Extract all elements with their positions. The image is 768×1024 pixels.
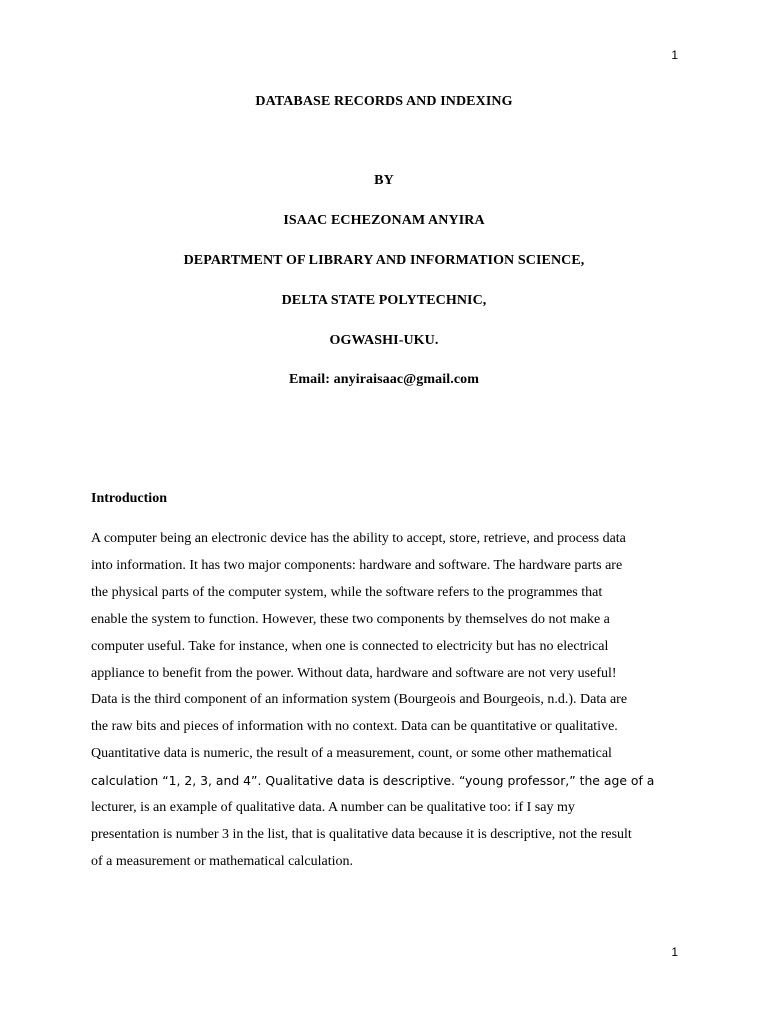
paragraph-line: appliance to benefit from the power. Without data, hardware and software are not very useful! bbox=[91, 665, 617, 681]
introduction-paragraph bbox=[91, 526, 681, 876]
paragraph-line: of a measurement or mathematical calculation. bbox=[91, 853, 353, 869]
author-email: Email: anyiraisaac@gmail.com bbox=[288, 372, 480, 387]
paragraph-line: presentation is number 3 in the list, that is qualitative data because it is descriptive, not the result bbox=[91, 826, 632, 842]
document-title: DATABASE RECORDS AND INDEXING bbox=[255, 94, 513, 109]
author-name: ISAAC ECHEZONAM ANYIRA bbox=[283, 213, 485, 228]
paragraph-line: the physical parts of the computer system, while the software refers to the programmes that bbox=[91, 584, 603, 600]
section-heading-introduction: Introduction bbox=[91, 491, 167, 506]
paragraph-line: the raw bits and pieces of information with no context. Data can be quantitative or qualitative. bbox=[91, 719, 618, 735]
author-department: DEPARTMENT OF LIBRARY AND INFORMATION SCIENCE, bbox=[183, 253, 585, 268]
paragraph-line: A computer being an electronic device has the ability to accept, store, retrieve, and process data bbox=[91, 531, 626, 546]
page-number-bottom: 1 bbox=[671, 945, 678, 959]
author-institution: DELTA STATE POLYTECHNIC, bbox=[281, 293, 487, 308]
paragraph-line: Quantitative data is numeric, the result of a measurement, count, or some other mathematical bbox=[91, 746, 612, 762]
paragraph-line: computer useful. Take for instance, when one is connected to electricity but has no electrical bbox=[91, 638, 609, 654]
paragraph-line: lecturer, is an example of qualitative data. A number can be qualitative too: if I say my bbox=[91, 800, 575, 816]
paragraph-line: Data is the third component of an information system (Bourgeois and Bourgeois, n.d.). Data are bbox=[91, 692, 628, 708]
paragraph-line: into information. It has two major components: hardware and software. The hardware parts are bbox=[91, 557, 623, 573]
paragraph-line: enable the system to function. However, these two components by themselves do not make a bbox=[91, 611, 610, 627]
paragraph-line: calculation “1, 2, 3, and 4”. Qualitative data is descriptive. “young professor,” the age of a bbox=[91, 773, 655, 789]
author-location: OGWASHI-UKU. bbox=[329, 333, 439, 348]
by-label: BY bbox=[374, 173, 394, 188]
page-number-top: 1 bbox=[671, 48, 678, 62]
